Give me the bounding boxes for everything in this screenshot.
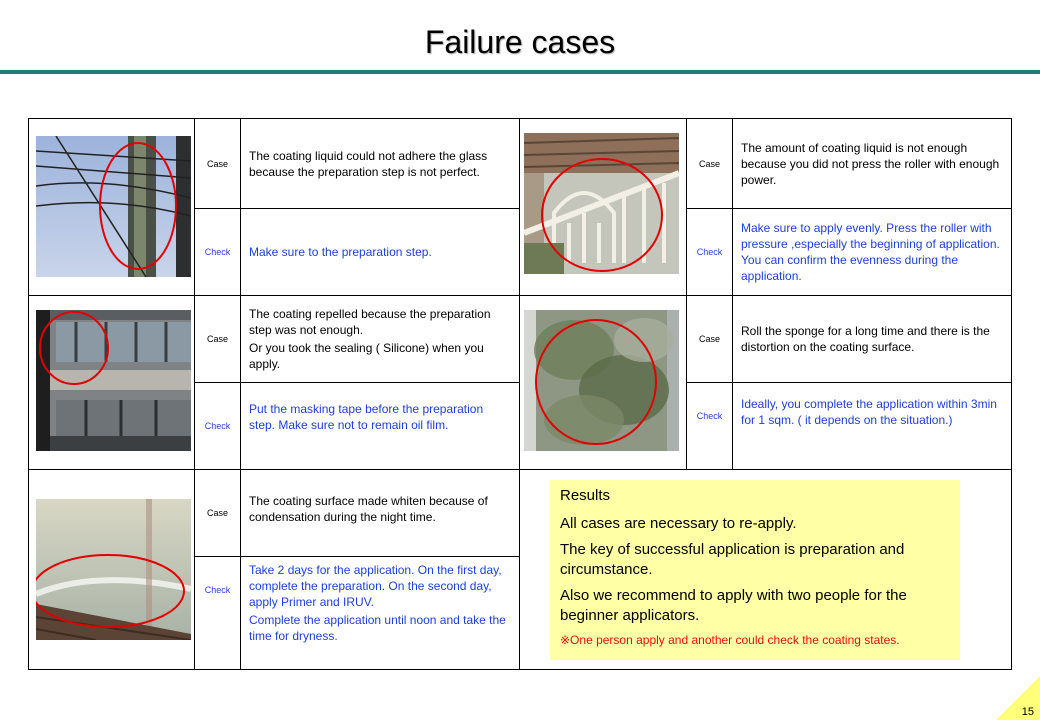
case-label: Case [206,508,228,518]
case-5-check-text-2: Complete the application until noon and take the time for dryness. [249,613,506,643]
case-5-description [241,469,519,549]
results-note: ※One person apply and another could check the coating states. [560,633,900,647]
case-photo-building-window [36,310,191,451]
case-1-check [241,208,519,296]
case-2-check [733,208,1011,296]
case-3-description [241,295,519,383]
results-box [550,480,960,660]
case-photo-utility-pole [36,136,191,277]
case-4-description [733,295,1011,383]
check-label: Check [696,411,723,421]
case-5-check [241,558,519,652]
results-heading: Results [560,487,611,504]
case-4-check-text: Ideally, you complete the application within 3min for 1 sqm. ( it depends on the situation.) [741,397,997,427]
case-photo-condensation [36,499,191,640]
case-label: Case [206,158,228,169]
case-2-description [733,118,1011,209]
title-divider [0,70,1040,74]
page-number: 15 [1021,706,1034,718]
case-2-check-text: Make sure to apply evenly. Press the roller with pressure ,especially the beginning of application. You can confirm the evenness during the application. [741,221,1000,283]
case-label: Case [698,334,720,344]
case-3-check-text: Put the masking tape before the preparation step. Make sure not to remain oil film. [249,402,484,432]
check-label: Check [204,421,231,431]
case-3-text: The coating repelled because the preparation step was not enough. [249,307,491,337]
case-2-text: The amount of coating liquid is not enough because you did not press the roller with enough power. [741,140,1000,187]
case-4-text: Roll the sponge for a long time and there is the distortion on the coating surface. [741,324,990,354]
case-1-text: The coating liquid could not adhere the glass because the preparation step is not perfect. [249,148,488,179]
case-photo-distorted-glass [524,310,679,451]
results-line-3: Also we recommend to apply with two people for the beginner applicators. [560,587,907,624]
case-5-check-text: Take 2 days for the application. On the first day, complete the preparation. On the second day, apply Primer and IRUV. [249,563,502,609]
case-photo-glass-canopy [524,133,679,274]
case-3-check [241,382,519,452]
case-4-check [733,382,1011,442]
results-line-2: The key of successful application is preparation and circumstance. [560,541,905,578]
case-5-text: The coating surface made whiten because of condensation during the night time. [249,494,488,524]
case-1-description [241,118,519,209]
results-line-1: All cases are necessary to re-apply. [560,515,797,532]
case-1-check-text: Make sure to the preparation step. [249,245,432,259]
check-label: Check [204,247,231,257]
page-title: Failure cases [424,24,616,60]
case-label: Case [698,158,720,169]
check-label: Check [204,585,231,595]
check-label: Check [696,247,723,257]
case-label: Case [206,334,228,344]
case-3-text-2: Or you took the sealing ( Silicone) when you apply. [249,341,484,371]
